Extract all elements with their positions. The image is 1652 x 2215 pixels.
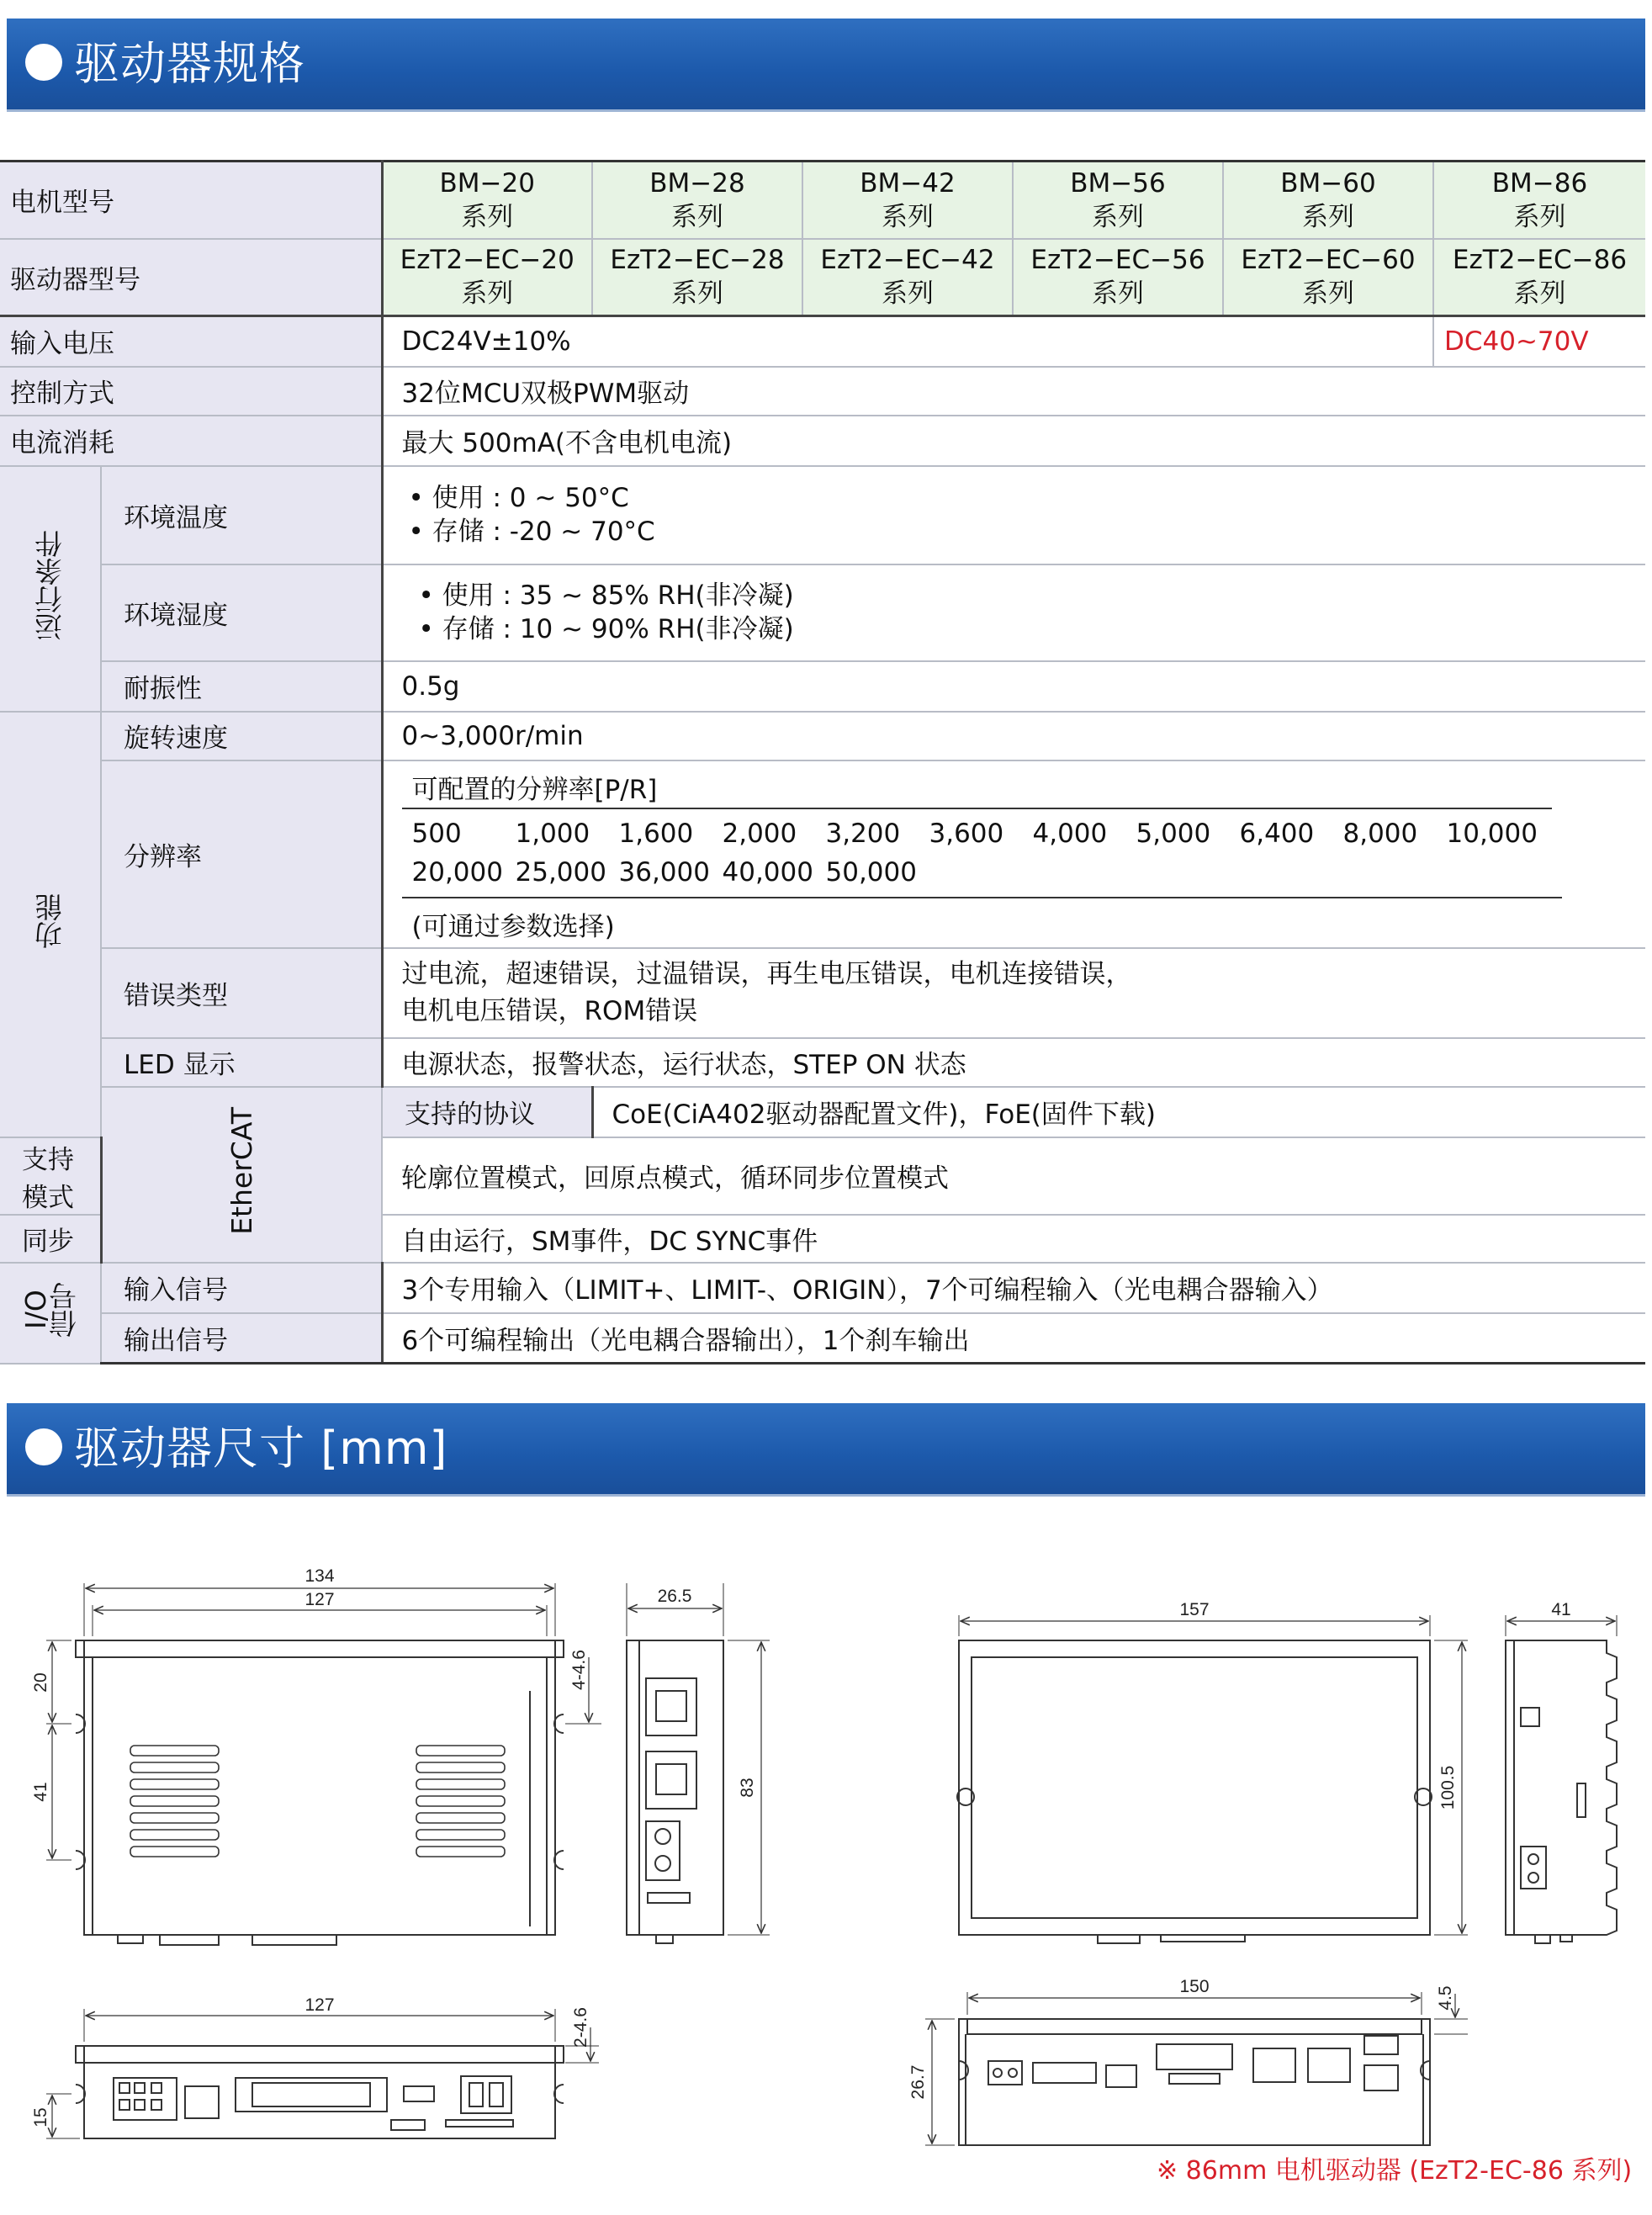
driver-row (0, 239, 1645, 316)
temp-use: • 使用 : 0 ~ 50°C (408, 483, 629, 513)
motor-cell (1433, 162, 1645, 239)
io-group-line-2: 信号 (47, 1282, 81, 1338)
led-value: 电源状态，报警状态，运行状态，STEP ON 状态 (382, 1038, 1645, 1087)
resolution-row (0, 760, 1645, 948)
dim-label: 15 (31, 2107, 50, 2128)
motor-cell (592, 162, 802, 239)
dim-label: 127 (304, 1995, 335, 2015)
series-text: 系列 (882, 201, 934, 232)
resolution-option: 500 (411, 819, 462, 849)
current-value: 最大 500mA(不含电机电流) (382, 416, 1645, 466)
dims-section-title: 驱动器尺寸 [mm] (74, 1422, 448, 1475)
errors-line-1: 过电流，超速错误，过温错误，再生电压错误，电机连接错误， (401, 959, 1132, 989)
motor-model: BM−28 (649, 167, 745, 199)
series-text: 系列 (1092, 278, 1144, 310)
series-text: 系列 (1513, 201, 1566, 232)
driver-model: EzT2−EC−56 (1030, 245, 1205, 276)
bullet-icon (25, 1428, 62, 1465)
motor-model: BM−60 (1280, 167, 1376, 199)
errors-label: 错误类型 (101, 948, 382, 1038)
resolution-option: 25,000 (515, 857, 606, 888)
dims-note: ※ 86mm 电机驱动器 (EzT2-EC-86 系列) (1157, 2156, 1633, 2186)
resolution-option: 1,600 (618, 819, 694, 849)
humidity-use: • 使用 : 35 ~ 85% RH(非冷凝) (418, 580, 794, 611)
resolution-option: 1,000 (515, 819, 590, 849)
resolution-option: 36,000 (618, 857, 710, 888)
temp-store: • 存储 : -20 ~ 70°C (408, 517, 655, 547)
errors-line-2: 电机电压错误，ROM错误 (401, 996, 698, 1026)
ethercat-group (101, 1087, 382, 1263)
driver-cell (1223, 239, 1433, 316)
left-bottom-view (46, 2009, 599, 2138)
spec-table (0, 160, 1645, 1365)
dim-label: 26.5 (657, 1587, 692, 1606)
io-group (0, 1263, 101, 1364)
io-group-label (19, 1282, 81, 1338)
control-value: 32位MCU双极PWM驱动 (382, 367, 1645, 416)
humidity-row (0, 564, 1645, 661)
driver-label: 驱动器型号 (0, 239, 382, 316)
motor-cell (802, 162, 1013, 239)
temp-value (382, 466, 1645, 564)
humidity-label: 环境湿度 (101, 564, 382, 661)
resolution-option: 10,000 (1446, 819, 1538, 849)
dim-label: 134 (304, 1566, 335, 1586)
output-signal-value: 6个可编程输出（光电耦合器输出），1个刹车输出 (382, 1313, 1645, 1364)
temp-row (0, 466, 1645, 564)
dim-label: 41 (31, 1782, 50, 1802)
resolution-option: 50,000 (825, 857, 917, 888)
series-text: 系列 (671, 278, 723, 310)
input-signal-value: 3个专用输入（LIMIT+、LIMIT-、ORIGIN），7个可编程输入（光电耦合器输入） (382, 1263, 1645, 1313)
speed-label: 旋转速度 (101, 712, 382, 760)
input-voltage-row (0, 316, 1645, 367)
vibration-row (0, 661, 1645, 712)
resolution-option: 20,000 (411, 857, 503, 888)
speed-value: 0~3,000r/min (382, 712, 1645, 760)
driver-model: EzT2−EC−60 (1241, 245, 1416, 276)
sync-value: 自由运行，SM事件，DC SYNC事件 (382, 1215, 1645, 1263)
motor-model: BM−86 (1491, 167, 1588, 199)
bullet-icon (25, 44, 62, 81)
speed-row (0, 712, 1645, 760)
driver-model: EzT2−EC−28 (610, 245, 785, 276)
current-row (0, 416, 1645, 466)
series-text: 系列 (671, 201, 723, 232)
input-signal-label: 输入信号 (101, 1263, 382, 1313)
input-signal-row (0, 1263, 1645, 1313)
output-signal-label: 输出信号 (101, 1313, 382, 1364)
resolution-value (382, 760, 1645, 948)
series-text: 系列 (461, 201, 514, 232)
motor-cell (1223, 162, 1433, 239)
left-side-view (627, 1583, 770, 1943)
sync-label: 同步 (0, 1215, 101, 1263)
dim-label: 20 (31, 1672, 50, 1693)
current-label: 电流消耗 (0, 416, 382, 466)
protocol-value: CoE(CiA402驱动器配置文件)，FoE(固件下载) (592, 1087, 1645, 1137)
resolution-title: 可配置的分辨率[P/R] (402, 765, 1552, 809)
func-group (0, 712, 101, 1137)
errors-row (0, 948, 1645, 1038)
motor-model: BM−20 (439, 167, 535, 199)
driver-cell (802, 239, 1013, 316)
series-text: 系列 (1302, 278, 1354, 310)
motor-row (0, 162, 1645, 239)
left-front-view (46, 1583, 601, 1945)
driver-cell (382, 239, 592, 316)
series-text: 系列 (1092, 201, 1144, 232)
dim-label: 83 (738, 1778, 757, 1798)
dim-label: 150 (1179, 1977, 1210, 1996)
env-group (0, 466, 101, 712)
input-voltage-86-value: DC40~70V (1433, 316, 1645, 367)
input-voltage-label: 输入电压 (0, 316, 382, 367)
series-text: 系列 (1513, 278, 1566, 310)
resolution-option: 40,000 (722, 857, 813, 888)
protocol-row (0, 1087, 1645, 1137)
driver-model: EzT2−EC−20 (400, 245, 574, 276)
dim-label: 157 (1179, 1600, 1210, 1619)
resolution-option: 3,200 (825, 819, 901, 849)
control-label: 控制方式 (0, 367, 382, 416)
series-text: 系列 (882, 278, 934, 310)
led-label: LED 显示 (101, 1038, 382, 1087)
dimension-drawings (0, 1531, 1652, 2215)
input-voltage-value: DC24V±10% (382, 316, 1433, 367)
motor-label: 电机型号 (0, 162, 382, 239)
modes-label: 支持模式 (0, 1137, 101, 1215)
env-group-label: 运行条件 (34, 529, 66, 641)
dim-label: 100.5 (1438, 1765, 1458, 1810)
vibration-value: 0.5g (382, 661, 1645, 712)
right-front-view (957, 1615, 1468, 1943)
led-row (0, 1038, 1645, 1087)
dim-label: 2-4.6 (571, 2007, 590, 2048)
spec-section-banner (7, 19, 1645, 109)
series-text: 系列 (1302, 201, 1354, 232)
resolution-row-1 (412, 814, 1562, 853)
series-text: 系列 (461, 278, 514, 310)
errors-value (382, 948, 1645, 1038)
func-group-label: 功能 (34, 893, 66, 949)
humidity-value (382, 564, 1645, 661)
ethercat-group-label: EtherCAT (225, 1107, 258, 1235)
resolution-option: 4,000 (1032, 819, 1108, 849)
resolution-option: 8,000 (1342, 819, 1418, 849)
resolution-option: 2,000 (722, 819, 797, 849)
resolution-option: 3,600 (929, 819, 1004, 849)
motor-model: BM−56 (1070, 167, 1166, 199)
io-group-line-1: I/O (19, 1290, 52, 1330)
resolution-option: 6,400 (1239, 819, 1315, 849)
humidity-store: • 存储 : 10 ~ 90% RH(非冷凝) (418, 614, 794, 644)
output-signal-row (0, 1313, 1645, 1364)
driver-model: EzT2−EC−42 (820, 245, 995, 276)
control-row (0, 367, 1645, 416)
right-bottom-view (925, 1992, 1468, 2145)
right-side-view (1506, 1615, 1617, 1943)
driver-model: EzT2−EC−86 (1452, 245, 1628, 276)
dim-label: 127 (304, 1590, 335, 1609)
dim-label: 41 (1551, 1600, 1571, 1619)
dim-label: 26.7 (908, 2064, 928, 2100)
driver-cell (592, 239, 802, 316)
temp-label: 环境温度 (101, 466, 382, 564)
motor-cell (382, 162, 592, 239)
dim-label: 4.5 (1436, 1985, 1455, 2011)
dims-section-banner (7, 1403, 1645, 1494)
driver-cell (1433, 239, 1645, 316)
driver-cell (1013, 239, 1223, 316)
resolution-option: 5,000 (1136, 819, 1211, 849)
motor-cell (1013, 162, 1223, 239)
resolution-note: (可通过参数选择) (411, 912, 615, 942)
spec-section-title: 驱动器规格 (74, 37, 305, 90)
modes-value: 轮廓位置模式，回原点模式，循环同步位置模式 (382, 1137, 1645, 1215)
vibration-label: 耐振性 (101, 661, 382, 712)
resolution-grid (402, 809, 1562, 898)
resolution-label: 分辨率 (101, 760, 382, 948)
dim-label: 4-4.6 (569, 1650, 589, 1690)
resolution-row-2 (412, 853, 1562, 892)
protocol-label: 支持的协议 (382, 1087, 592, 1137)
motor-model: BM−42 (860, 167, 956, 199)
